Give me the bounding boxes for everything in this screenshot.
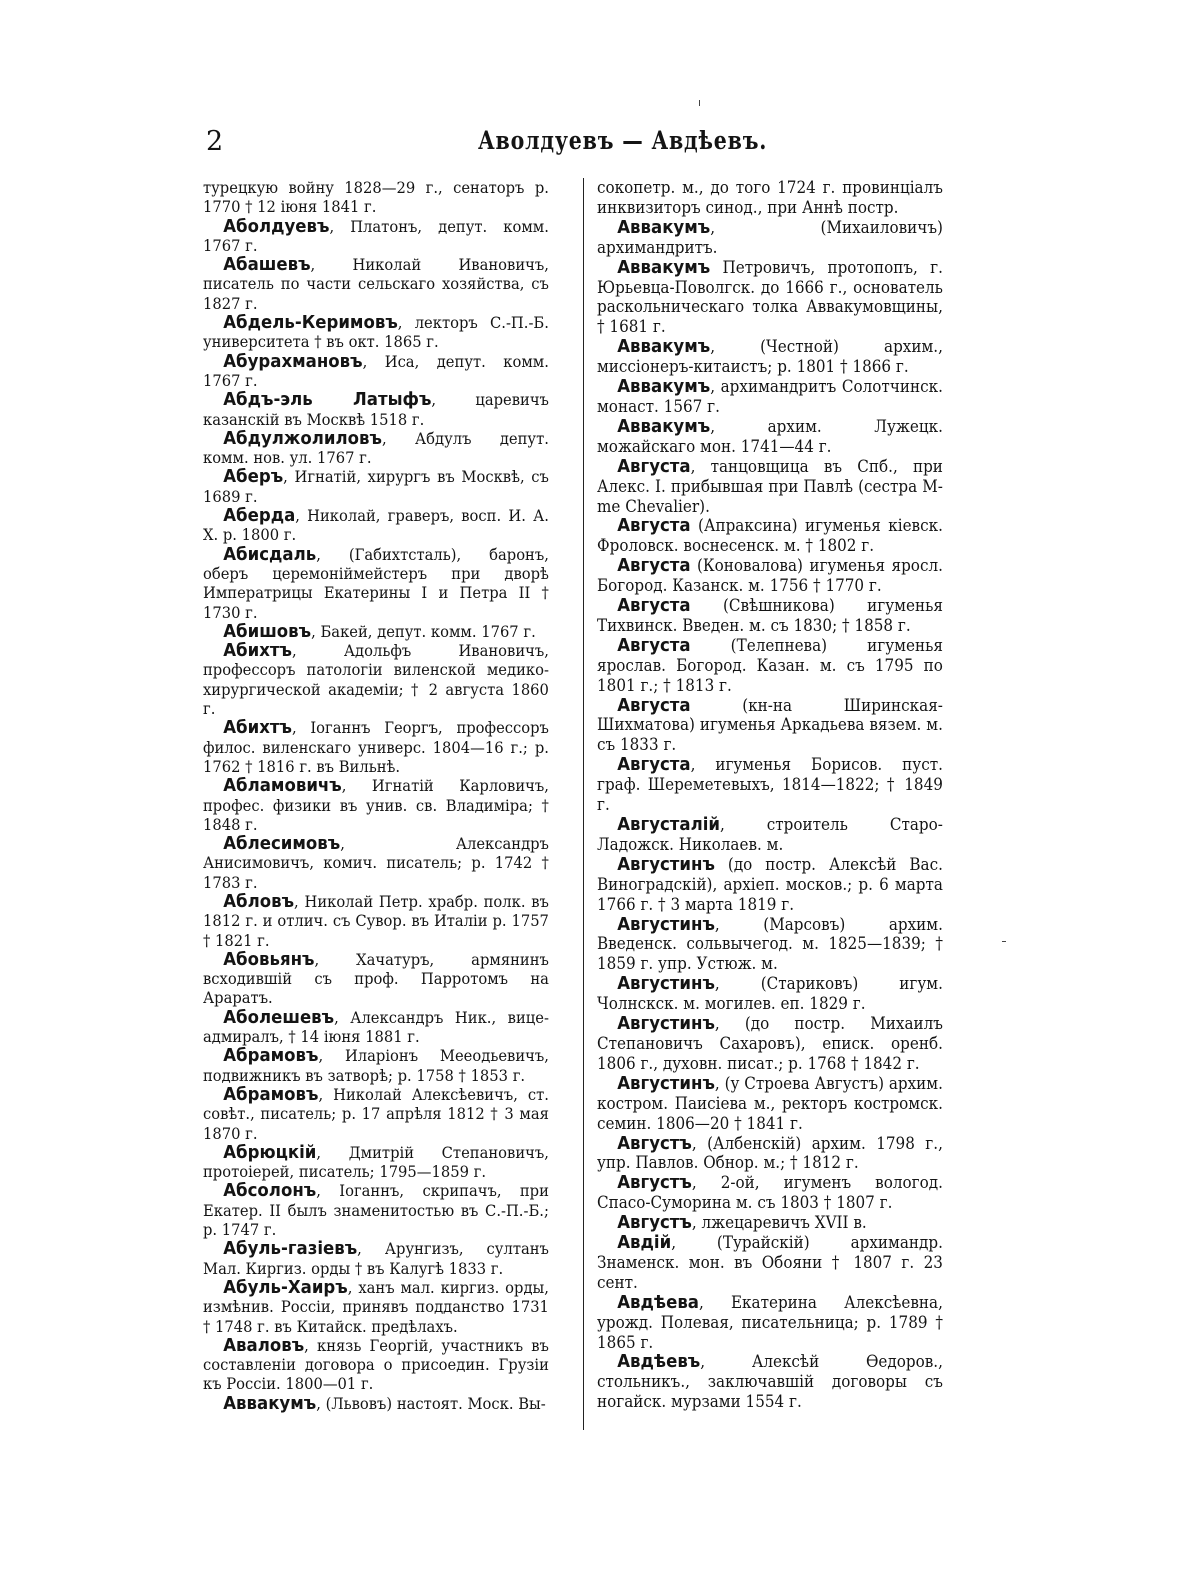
dictionary-entry [203, 1008, 549, 1047]
entry-headword: Абуль-газіевъ [223, 1238, 358, 1260]
entry-headword: Августинъ [617, 973, 715, 995]
dictionary-entry [203, 1239, 549, 1278]
entry-headword: Абдъ-эль Латыфъ [223, 389, 432, 411]
dictionary-entry [203, 641, 549, 718]
entry-headword: Абовьянъ [223, 948, 315, 970]
entry-text: , царевичъ казанскій въ Москвѣ 1518 г. [203, 390, 549, 429]
entry-text: , князь Георгій, участникъ въ составленіи договора о присоедин. Грузіи къ Россіи. 1800—01 г. [203, 1335, 549, 1394]
dictionary-entry [597, 1233, 943, 1293]
entry-text: , Дмитрій Степановичъ, протоіерей, писатель; 1795—1859 г. [203, 1142, 549, 1182]
dictionary-entry [597, 915, 943, 975]
entry-headword: Авдѣева [617, 1291, 699, 1313]
entry-text: , Николай, граверъ, восп. И. А. Х. р. 1800 г. [203, 506, 549, 545]
entry-text: , (Турайскій) архимандр. Знаменск. мон. въ Обояни † 1807 г. 23 сент. [597, 1233, 943, 1292]
entry-text: , Алексѣй Өедоров., стольникъ., заключавшій договоры съ ногайск. мурзами 1554 г. [597, 1352, 943, 1412]
entry-text: , игуменья Борисов. пуст. граф. Шереметевыхъ, 1814—1822; † 1849 г. [597, 755, 943, 815]
dictionary-entry [597, 974, 943, 1014]
entry-text: турецкую войну 1828—29 г., сенаторъ р. 1770 † 12 іюня 1841 г. [203, 178, 549, 217]
entry-headword: Абуль-Хаиръ [223, 1276, 348, 1298]
entry-text: , строитель Старо-Ладожск. Николаев. м. [597, 815, 943, 854]
entry-headword: Августа [617, 455, 691, 477]
dictionary-entry [203, 255, 549, 313]
entry-headword: Августа [617, 595, 691, 617]
entry-text: , 2-ой, игуменъ вологод. Спасо-Суморина м. съ 1803 † 1807 г. [597, 1173, 943, 1213]
entry-headword: Аблесимовъ [223, 833, 341, 855]
entry-headword: Августинъ [617, 1013, 715, 1035]
entry-text: , Екатерина Алексѣевна, урожд. Полевая, писательница; р. 1789 † 1865 г. [597, 1292, 943, 1352]
right-column [597, 178, 943, 1412]
dictionary-entry [597, 1014, 943, 1074]
entry-headword: Аввакумъ [617, 336, 711, 358]
entry-headword: Абрюцкій [223, 1141, 317, 1163]
entry-headword: Аберъ [223, 466, 284, 488]
dictionary-entry [203, 178, 549, 217]
dictionary-entry [203, 390, 549, 429]
entry-text: , Бакей, депут. комм. 1767 г. [311, 621, 536, 641]
dictionary-entry [203, 217, 549, 256]
ink-speck [1002, 941, 1006, 942]
entry-text: , Игнатій, хирургъ въ Москвѣ, съ 1689 г. [203, 467, 549, 506]
dictionary-entry [203, 1278, 549, 1336]
dictionary-entry [597, 636, 943, 696]
dictionary-entry [597, 1293, 943, 1353]
dictionary-entry [597, 1074, 943, 1134]
entry-text: , Иса, депут. комм. 1767 г. [203, 351, 549, 390]
dictionary-entry [203, 718, 549, 776]
entry-headword: Аввакумъ [617, 216, 711, 238]
dictionary-entry [597, 855, 943, 915]
dictionary-entry [203, 1085, 549, 1143]
entry-text: , Адольфъ Ивановичъ, профессоръ патологіи виленской медико-хирургической академіи; † 2 августа 1860 г. [203, 641, 549, 719]
entry-text: , (Марсовъ) архим. Введенск. сольвычегод. м. 1825—1839; † 1859 г. упр. Устюж. м. [597, 914, 943, 974]
entry-text: , (Михаиловичъ) архимандритъ. [597, 217, 943, 257]
entry-text: (Апраксина) игуменья кіевск. Фроловск. воснесенск. м. † 1802 г. [597, 516, 943, 556]
entry-headword: Авдій [617, 1232, 672, 1254]
entry-headword: Августъ [617, 1212, 692, 1234]
entry-headword: Аболешевъ [223, 1006, 335, 1028]
entry-text: , архим. Лужецк. можайскаго мон. 1741—44 г. [597, 416, 943, 456]
entry-headword: Августа [617, 694, 691, 716]
dictionary-entry [597, 178, 943, 218]
page-number: 2 [206, 126, 224, 157]
entry-text: , Хачатуръ, армянинъ всходившій съ проф. Парротомъ на Араратъ. [203, 949, 549, 1008]
entry-headword: Аввакумъ [617, 256, 711, 278]
entry-headword: Аваловъ [223, 1334, 305, 1356]
entry-headword: Августа [617, 555, 691, 577]
column-divider [583, 178, 584, 1430]
entry-text: (кн-на Ширинская-Шихматова) игуменья Аркадьева вязем. м. съ 1833 г. [597, 695, 943, 755]
running-head: Аволдуевъ — Авдѣевъ. [478, 126, 768, 155]
entry-headword: Абрамовъ [223, 1083, 319, 1105]
dictionary-entry [597, 1352, 943, 1412]
entry-headword: Абдель-Керимовъ [223, 312, 398, 334]
entry-text: , Іоганнъ, скрипачъ, при Екатер. II былъ знаменитостью въ С.-П.-Б.; р. 1747 г. [203, 1181, 549, 1240]
dictionary-entry [597, 1213, 943, 1233]
entry-text: , (до постр. Михаилъ Степановичъ Сахаровъ), еписк. оренб. 1806 г., духовн. писат.; р. 1768 † 1842 г. [597, 1014, 943, 1073]
dictionary-entry [597, 377, 943, 417]
dictionary-entry [597, 815, 943, 855]
dictionary-entry [597, 596, 943, 636]
entry-headword: Аберда [223, 505, 296, 527]
entry-headword: Абишовъ [223, 620, 312, 642]
entry-headword: Аввакумъ [223, 1392, 317, 1414]
entry-headword: Августинъ [617, 853, 715, 875]
entry-text: , лекторъ С.-П.-Б. университета † въ окт. 1865 г. [203, 313, 549, 352]
entry-text: , Александръ Ник., вице-адмиралъ, † 14 іюня 1881 г. [203, 1007, 549, 1047]
entry-headword: Абисдаль [223, 543, 317, 565]
dictionary-entry [203, 467, 549, 506]
entry-headword: Августа [617, 515, 691, 537]
entry-headword: Августа [617, 754, 691, 776]
entry-headword: Августалій [617, 814, 720, 835]
entry-text: , Александръ Анисимовичъ, комич. писатель; р. 1742 † 1783 г. [203, 834, 549, 892]
entry-text: (до постр. Алексѣй Вас. Виноградскій), архіеп. москов.; р. 6 марта 1766 г. † 3 марта 1819 г. [597, 854, 943, 914]
entry-headword: Августинъ [617, 913, 715, 935]
entry-text: , Игнатій Карловичъ, профес. физики въ унив. св. Владиміра; † 1848 г. [203, 776, 549, 834]
entry-headword: Аввакумъ [617, 376, 711, 398]
entry-text: (Свѣшникова) игуменья Тихвинск. Введен. м. съ 1830; † 1858 г. [597, 596, 943, 635]
entry-headword: Абдулжолиловъ [223, 427, 382, 449]
entry-text: (Телепнева) игуменья ярослав. Богород. Казан. м. съ 1795 по 1801 г.; † 1813 г. [597, 635, 943, 695]
entry-headword: Авдѣевъ [617, 1351, 701, 1373]
dictionary-entry [597, 755, 943, 815]
entry-text: , Іоганнъ Георгъ, профессоръ филос. виленскаго универс. 1804—16 г.; р. 1762 † 1816 г. въ Вильнѣ. [203, 718, 549, 776]
entry-headword: Абашевъ [223, 254, 311, 276]
dictionary-entry [203, 892, 549, 950]
entry-text: , лжецаревичъ XVII в. [691, 1213, 867, 1233]
dictionary-entry [597, 556, 943, 596]
dictionary-entry [203, 1181, 549, 1239]
dictionary-entry [203, 1394, 549, 1413]
entry-text: , (Стариковъ) игум. Чолнскск. м. могилев. еп. 1829 г. [597, 974, 943, 1014]
entry-text: , танцовщица въ Спб., при Алекс. I. прибывшая при Павлѣ (сестра M-me Chevalier). [597, 456, 943, 516]
dictionary-entry [597, 457, 943, 517]
entry-headword: Августъ [617, 1172, 692, 1194]
entry-text: , ханъ мал. киргиз. орды, измѣнив. Россіи, принявъ подданство 1731 † 1748 г. въ Китайск. предѣлахъ. [203, 1277, 549, 1336]
entry-headword: Августа [617, 634, 691, 656]
left-column [203, 178, 549, 1413]
entry-text: сокопетр. м., до того 1724 г. провинціалъ инквизиторъ синод., при Аннѣ постр. [597, 178, 943, 217]
dictionary-entry [203, 1143, 549, 1182]
entry-text: , (Габихтсталь), баронъ, оберъ церемоніймейстеръ при дворѣ Императрицы Екатерины I и Петра II † 1730 г. [203, 544, 549, 622]
entry-headword: Абихтъ [223, 640, 292, 662]
entry-text: , (Львовъ) настоят. Моск. Вы- [316, 1393, 546, 1413]
entry-headword: Абсолонъ [223, 1180, 317, 1202]
dictionary-entry [597, 696, 943, 756]
dictionary-entry [203, 429, 549, 468]
entry-headword: Абламовичъ [223, 775, 342, 797]
dictionary-entry [597, 1173, 943, 1213]
dictionary-entry [203, 776, 549, 834]
entry-text: , Платонъ, депут. комм. 1767 г. [203, 216, 549, 255]
dictionary-entry [203, 950, 549, 1008]
entry-headword: Абихтъ [223, 717, 292, 739]
ink-speck [699, 100, 700, 106]
entry-headword: Абрамовъ [223, 1045, 319, 1067]
entry-text: , Иларіонъ Мееодьевичъ, подвижникъ въ затворѣ; р. 1758 † 1853 г. [203, 1046, 549, 1085]
dictionary-entry [597, 1134, 943, 1174]
entry-text: Петровичъ, протопопъ, г. Юрьевца-Поволгск. до 1666 г., основатель раскольническаго толка Аввакумовщины, † 1681 г. [597, 257, 943, 337]
entry-headword: Аввакумъ [617, 415, 711, 437]
entry-headword: Августъ [617, 1132, 692, 1154]
dictionary-entry [597, 417, 943, 457]
dictionary-entry [203, 622, 549, 641]
entry-text: , Николай Алексѣевичъ, ст. совѣт., писатель; р. 17 апрѣля 1812 † 3 мая 1870 г. [203, 1084, 549, 1143]
entry-text: (Коновалова) игуменья яросл. Богород. Казанск. м. 1756 † 1770 г. [597, 556, 943, 596]
dictionary-entry [203, 1336, 549, 1394]
entry-headword: Абловъ [223, 890, 295, 912]
dictionary-entry [597, 258, 943, 338]
dictionary-entry [203, 506, 549, 545]
entry-text: , Арунгизъ, султанъ Мал. Киргиз. орды † въ Калугѣ 1833 г. [203, 1239, 549, 1278]
dictionary-entry [597, 218, 943, 258]
entry-text: , Абдулъ депут. комм. нов. ул. 1767 г. [203, 428, 549, 468]
entry-text: , Николай Ивановичъ, писатель по части сельскаго хозяйства, съ 1827 г. [203, 255, 549, 313]
dictionary-entry [203, 352, 549, 391]
entry-headword: Аболдуевъ [223, 215, 330, 237]
entry-text: , архимандритъ Солотчинск. монаст. 1567 г. [597, 377, 943, 416]
entry-text: , (у Строева Августъ) архим. костром. Паисіева м., ректоръ костромск. семин. 1806—20 † 1841 г. [597, 1073, 943, 1133]
dictionary-entry [597, 337, 943, 377]
dictionary-entry [597, 516, 943, 556]
entry-text: , Николай Петр. храбр. полк. въ 1812 г. и отлич. съ Сувор. въ Италіи р. 1757 † 1821 г. [203, 891, 549, 950]
entry-text: , (Албенскій) архим. 1798 г., упр. Павлов. Обнор. м.; † 1812 г. [597, 1133, 943, 1173]
entry-text: , (Честной) архим., миссіонеръ-китаистъ; р. 1801 † 1866 г. [597, 337, 943, 377]
dictionary-entry [203, 1046, 549, 1085]
entry-headword: Абурахмановъ [223, 350, 363, 372]
dictionary-entry [203, 545, 549, 622]
dictionary-entry [203, 834, 549, 892]
dictionary-entry [203, 313, 549, 352]
entry-headword: Августинъ [617, 1072, 715, 1094]
